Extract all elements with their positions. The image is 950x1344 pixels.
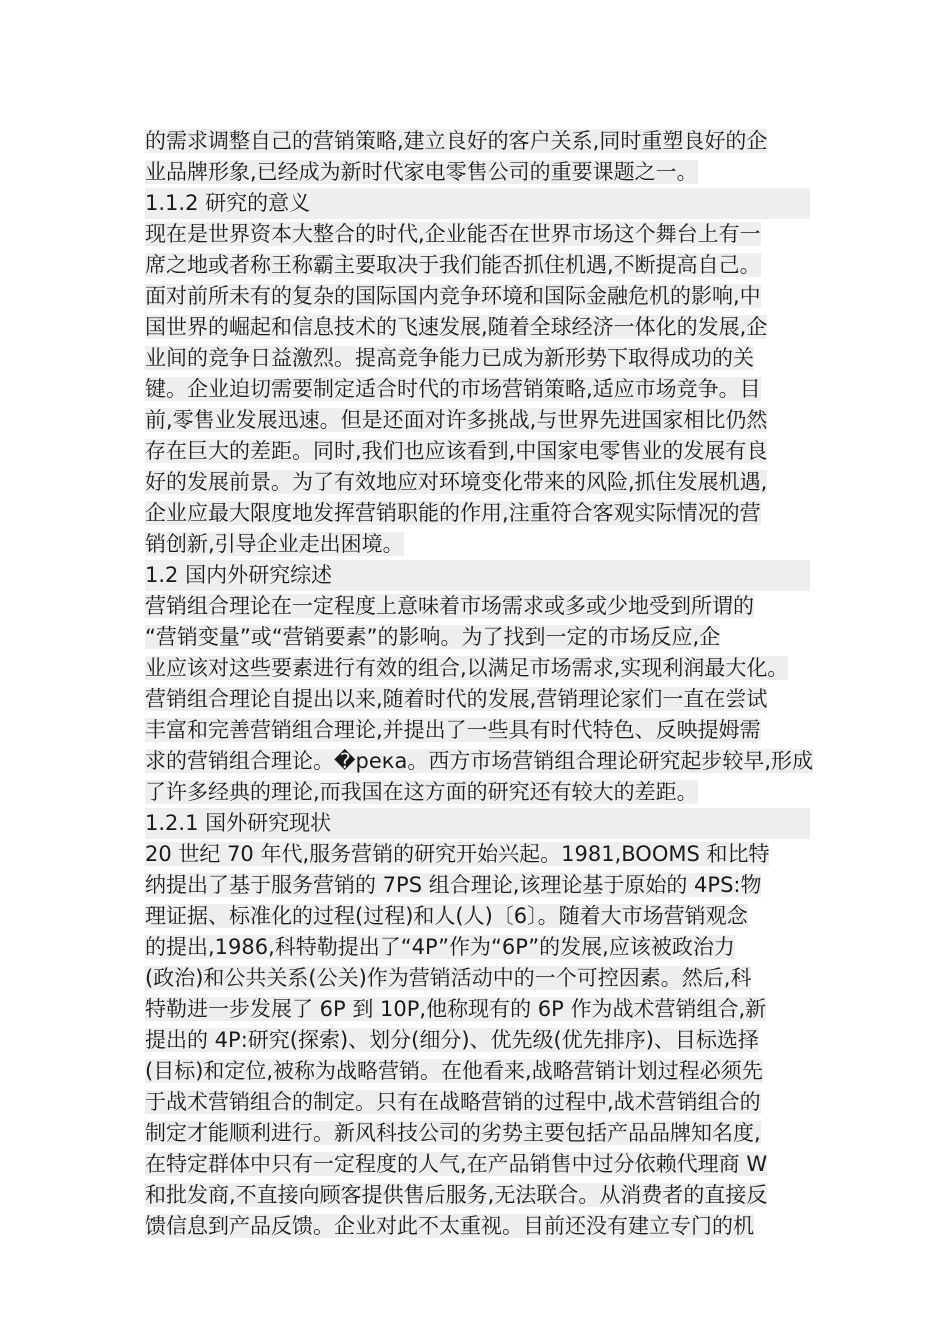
- text-line: 的提出,1986,科特勒提出了“4P”作为“6P”的发展,应该被政治力: [145, 935, 735, 959]
- text-line: 于战术营销组合的制定。只有在战略营销的过程中,战术营销组合的: [145, 1090, 761, 1114]
- paragraph-intro: [145, 126, 810, 188]
- text-line: 馈信息到产品反馈。企业对此不太重视。目前还没有建立专门的机: [145, 1214, 754, 1238]
- paragraph-foreign-research: [145, 839, 810, 1242]
- text-line: 纳提出了基于服务营销的 7PS 组合理论,该理论基于原始的 4PS:物: [145, 873, 762, 897]
- text-line: (目标)和定位,被称为战略营销。在他看来,战略营销计划过程必须先: [145, 1059, 763, 1083]
- text-line: 面对前所未有的复杂的国际国内竞争环境和国际金融危机的影响,中: [145, 284, 761, 308]
- text-line: 现在是世界资本大整合的时代,企业能否在世界市场这个舞台上有一: [145, 222, 761, 246]
- text-line: 制定才能顺利进行。新风科技公司的劣势主要包括产品品牌知名度,: [145, 1121, 761, 1145]
- document-body: [145, 126, 814, 1242]
- text-line: 营销组合理论在一定程度上意味着市场需求或多或少地受到所谓的: [145, 594, 754, 618]
- section-heading-1-1-2: 1.1.2 研究的意义: [145, 188, 810, 219]
- text-line: (政治)和公共关系(公关)作为营销活动中的一个可控因素。然后,科: [145, 966, 752, 990]
- text-line: 理证据、标准化的过程(过程)和人(人)〔6〕。随着大市场营销观念: [145, 904, 748, 928]
- text-line: 席之地或者称王称霸主要取决于我们能否抓住机遇,不断提高自己。: [145, 253, 761, 277]
- paragraph-review: [145, 591, 814, 808]
- text-line: 业间的竞争日益激烈。提高竞争能力已成为新形势下取得成功的关: [145, 346, 754, 370]
- text-line: 企业应最大限度地发挥营销职能的作用,注重符合客观实际情况的营: [145, 501, 761, 525]
- text-line: 求的营销组合理论。�река。西方市场营销组合理论研究起步较早,形成: [145, 749, 814, 773]
- text-line: 销创新,引导企业走出困境。: [145, 532, 404, 556]
- section-heading-1-2: 1.2 国内外研究综述: [145, 560, 810, 591]
- text-line: 和批发商,不直接向顾客提供售后服务,无法联合。从消费者的直接反: [145, 1183, 768, 1207]
- text-line: 键。企业迫切需要制定适合时代的市场营销策略,适应市场竞争。目: [145, 377, 761, 401]
- text-line: 丰富和完善营销组合理论,并提出了一些具有时代特色、反映提姆需: [145, 718, 761, 742]
- text-line: 在特定群体中只有一定程度的人气,在产品销售中过分依赖代理商 W: [145, 1152, 768, 1176]
- text-line: 了许多经典的理论,而我国在这方面的研究还有较大的差距。: [145, 780, 698, 804]
- text-line: 提出的 4P:研究(探索)、划分(细分)、优先级(优先排序)、目标选择: [145, 1028, 759, 1052]
- paragraph-significance: [145, 219, 810, 560]
- text-line: 国世界的崛起和信息技术的飞速发展,随着全球经济一体化的发展,企: [145, 315, 768, 339]
- text-line: “营销变量”或“营销要素”的影响。为了找到一定的市场反应,企: [145, 625, 721, 649]
- text-line: 的需求调整自己的营销策略,建立良好的客户关系,同时重塑良好的企: [145, 129, 768, 153]
- text-line: 前,零售业发展迅速。但是还面对许多挑战,与世界先进国家相比仍然: [145, 408, 768, 432]
- text-line: 好的发展前景。为了有效地应对环境变化带来的风险,抓住发展机遇,: [145, 470, 768, 494]
- section-heading-1-2-1: 1.2.1 国外研究现状: [145, 808, 810, 839]
- text-line: 营销组合理论自提出以来,随着时代的发展,营销理论家们一直在尝试: [145, 687, 768, 711]
- text-line: 存在巨大的差距。同时,我们也应该看到,中国家电零售业的发展有良: [145, 439, 768, 463]
- text-line: 业应该对这些要素进行有效的组合,以满足市场需求,实现利润最大化。: [145, 656, 789, 680]
- text-line: 特勒进一步发展了 6P 到 10P,他称现有的 6P 作为战术营销组合,新: [145, 997, 767, 1021]
- text-line: 20 世纪 70 年代,服务营销的研究开始兴起。1981,BOOMS 和比特: [145, 842, 770, 866]
- text-line: 业品牌形象,已经成为新时代家电零售公司的重要课题之一。: [145, 160, 698, 184]
